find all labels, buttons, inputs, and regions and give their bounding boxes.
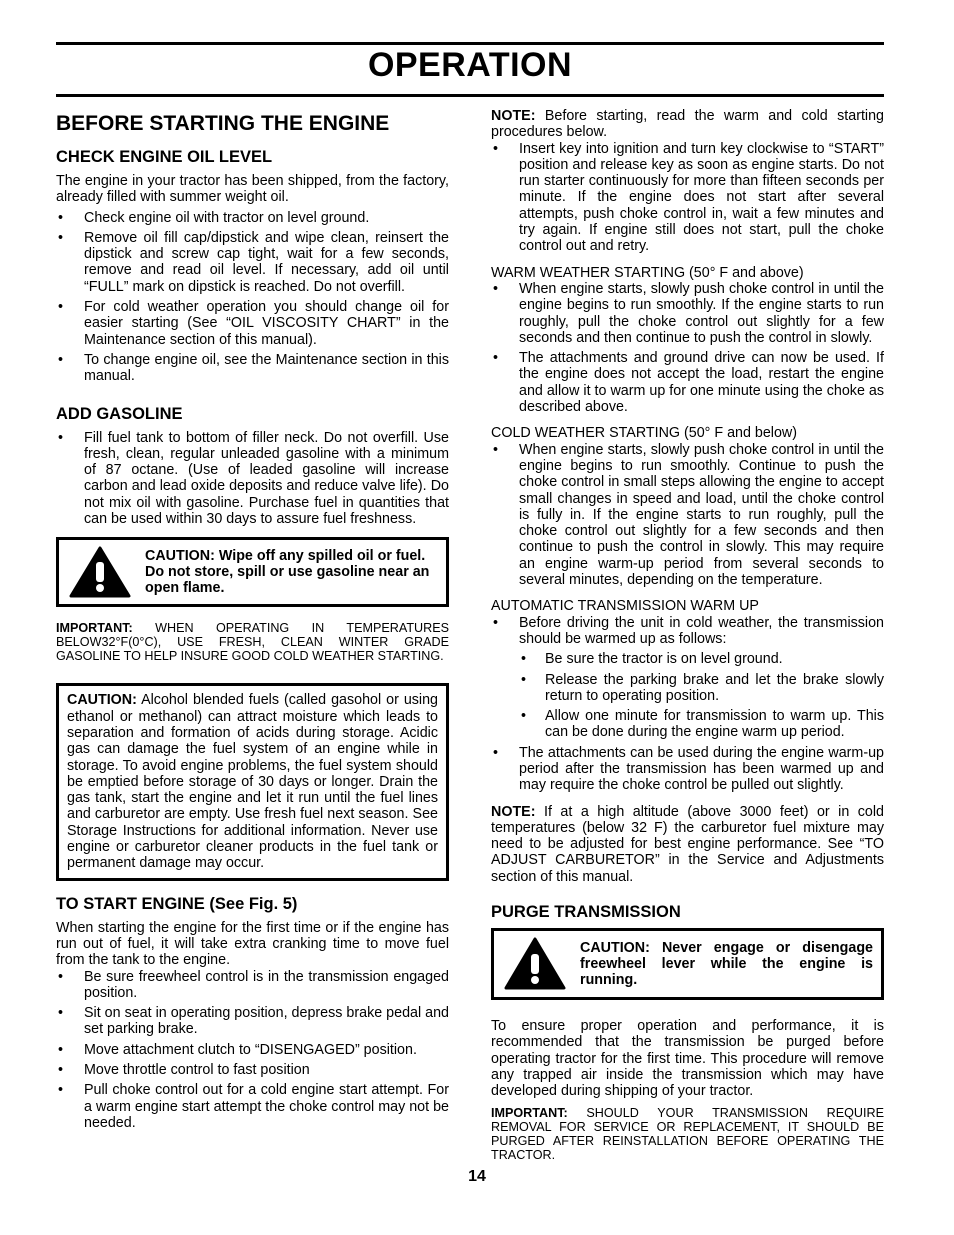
start-heading: TO START ENGINE (See Fig. 5): [56, 894, 298, 913]
list-item: • For cold weather operation you should change oil for easier starting (See “OIL VISCOSITY CHART” in the Maintenance section of this manual).: [56, 299, 449, 348]
caution-box-spill: [56, 537, 449, 607]
list-item: • Insert key into ignition and turn key clockwise to “START” position and release key as soon as engine starts. Do not run starter continuously for more than fifteen seconds per minute. If the engine does not start after several attempts, push choke control in, wait a few minutes and try again. If engine still does not start, pull the choke control out and retry.: [491, 141, 884, 255]
list-item: • Move throttle control to fast position: [56, 1062, 449, 1078]
list-item: • Allow one minute for transmission to warm up. This can be done during the engine warm up period.: [519, 708, 884, 741]
important-text: WHEN OPERATING IN TEMPERATURES BELOW32°F(0°C), USE FRESH, CLEAN WINTER GRADE GASOLINE TO HELP INSURE GOOD COLD WEATHER STARTING.: [56, 621, 449, 664]
caution-label: CAUTION:: [67, 692, 137, 709]
start-bullet-list: [56, 969, 449, 1132]
list-item: • Pull choke control out for a cold engine start attempt. For a warm engine start attempt the choke control may not be needed.: [56, 1082, 449, 1131]
note-text: Before starting, read the warm and cold starting procedures below.: [491, 108, 884, 141]
cold-heading: COLD WEATHER STARTING (50° F and below): [491, 425, 798, 442]
warm-heading: WARM WEATHER STARTING (50° F and above): [491, 264, 804, 281]
note-altitude: [491, 804, 884, 885]
list-item: • Release the parking brake and let the brake slowly return to operating position.: [519, 672, 884, 705]
important-text: SHOULD YOUR TRANSMISSION REQUIRE REMOVAL FOR SERVICE OR REPLACEMENT, IT SHOULD BE PURGED AFTER REINSTALLATION BEFORE OPERATING THE TRACTOR.: [491, 1105, 884, 1162]
list-item: • Sit on seat in operating position, depress brake pedal and set parking brake.: [56, 1005, 449, 1038]
list-item: • Be sure the tractor is on level ground.: [519, 651, 884, 667]
important-label: IMPORTANT:: [491, 1105, 568, 1120]
purge-heading: PURGE TRANSMISSION: [491, 903, 681, 922]
oil-heading: CHECK ENGINE OIL LEVEL: [56, 148, 273, 166]
list-item: • Remove oil fill cap/dipstick and wipe clean, reinsert the dipstick and screw cap tight, wait for a few seconds, remove and read oil level. If necessary, add oil until “FULL” mark on dipstick is reached. Do not overfill.: [56, 230, 449, 295]
auto-heading: AUTOMATIC TRANSMISSION WARM UP: [491, 598, 759, 615]
list-item: • Before driving the unit in cold weather, the transmission should be warmed up as follows:: [491, 615, 884, 648]
oil-bullet-list: [56, 210, 449, 385]
list-item: • Be sure freewheel control is in the transmission engaged position.: [56, 969, 449, 1002]
list-item: • The attachments and ground drive can now be used. If the engine does not accept the load, restart the engine and allow it to warm up for one minute using the choke as described above.: [491, 350, 884, 415]
start-intro: When starting the engine for the first time or if the engine has run out of fuel, it will take extra cranking time to move fuel from the tank to the engine.: [56, 919, 449, 969]
important-note: [56, 621, 449, 663]
page-title: OPERATION: [367, 46, 573, 84]
warning-triangle-icon: [504, 937, 566, 991]
note-text: If at a high altitude (above 3000 feet) or in cold temperatures (below 32 F) the carburetor fuel mixture may need to be adjusted for best engine performance. See “TO ADJUST CARBURETOR” in the Service and Adjustments section of this manual.: [491, 803, 884, 885]
list-item: • The attachments can be used during the engine warm-up period after the transmission has been warmed up and may require the choke control be pulled out slightly.: [491, 745, 884, 794]
important-note: [491, 1106, 884, 1162]
note-before-starting: [491, 108, 884, 141]
purge-text: To ensure proper operation and performance, it is recommended that the transmission be purged before operating tractor for the first time. This procedure will remove any trapped air inside the transmission which may have developed during shipping of your tractor.: [491, 1018, 884, 1100]
caution-spill-text: CAUTION: Wipe off any spilled oil or fuel. Do not store, spill or use gasoline near an open flame.: [145, 547, 430, 597]
gas-bullet-list: [56, 430, 449, 528]
section-title: BEFORE STARTING THE ENGINE: [56, 112, 390, 135]
warning-triangle-icon: [69, 546, 131, 598]
oil-intro: The engine in your tractor has been shipped, from the factory, already filled with summer weight oil.: [56, 173, 449, 206]
top-rule: [56, 42, 884, 45]
list-item: • When engine starts, slowly push choke control in until the engine begins to run smoothly. If the engine starts to run roughly, pull the choke control out slightly for a few seconds and then continue to push the control in slowly.: [491, 281, 884, 346]
list-item: • Move attachment clutch to “DISENGAGED” position.: [56, 1042, 449, 1058]
caution-alcohol-body: Alcohol blended fuels (called gasohol or using ethanol or methanol) can attract moisture which leads to separation and formation of acids during storage. Acidic gas can damage the fuel system of an engine while in storage. To avoid engine problems, the fuel system should be emptied before storage of 30 days or longer. Drain the gas tank, start the engine and let it run until the fuel lines and carburetor are empty. Use fresh fuel next season. See Storage Instructions for additional information. Never use engine or carburetor cleaner products in the fuel tank or permanent damage may occur.: [67, 692, 438, 872]
list-item: • Fill fuel tank to bottom of filler neck. Do not overfill. Use fresh, clean, regular unleaded gasoline with a minimum of 87 octane. (Use of leaded gasoline will increase carbon and lead oxide deposits and reduce valve life). Do not mix oil with gasoline. Purchase fuel in quantities that can be used within 30 days to assure fuel freshness.: [56, 430, 449, 528]
gas-heading: ADD GASOLINE: [56, 404, 183, 423]
caution-box-freewheel: [491, 928, 884, 1000]
caution-box-alcohol: [56, 683, 449, 880]
title-underline: [56, 94, 884, 97]
auto-inner-list: [519, 651, 884, 740]
caution-alcohol-text: [67, 692, 438, 871]
note-label: NOTE:: [491, 108, 536, 124]
auto-bullet-list: [491, 615, 884, 648]
auto-bullet-list-2: [491, 745, 884, 794]
left-column: [56, 108, 449, 1131]
important-label: IMPORTANT:: [56, 621, 133, 636]
note-label: NOTE:: [491, 803, 536, 820]
cold-bullet-list: [491, 442, 884, 589]
key-bullet-list: [491, 141, 884, 255]
page-number: 14: [468, 1168, 486, 1185]
list-item: • Check engine oil with tractor on level ground.: [56, 210, 449, 226]
list-item: • When engine starts, slowly push choke control in until the engine begins to run smoothly. Continue to push the choke control in small steps allowing the engine to accept small changes in speed and load, until the choke control is fully in. If the engine starts to run roughly, pull the choke control out slightly for a few seconds and then continue to push the control in slowly. This may require an engine warm-up period from several seconds to several minutes, depending on the temperature.: [491, 442, 884, 589]
list-item: • To change engine oil, see the Maintenance section in this manual.: [56, 352, 449, 385]
caution-freewheel-text: CAUTION: Never engage or disengage freewheel lever while the engine is running.: [580, 939, 873, 989]
right-column: [491, 108, 884, 1162]
warm-bullet-list: [491, 281, 884, 415]
